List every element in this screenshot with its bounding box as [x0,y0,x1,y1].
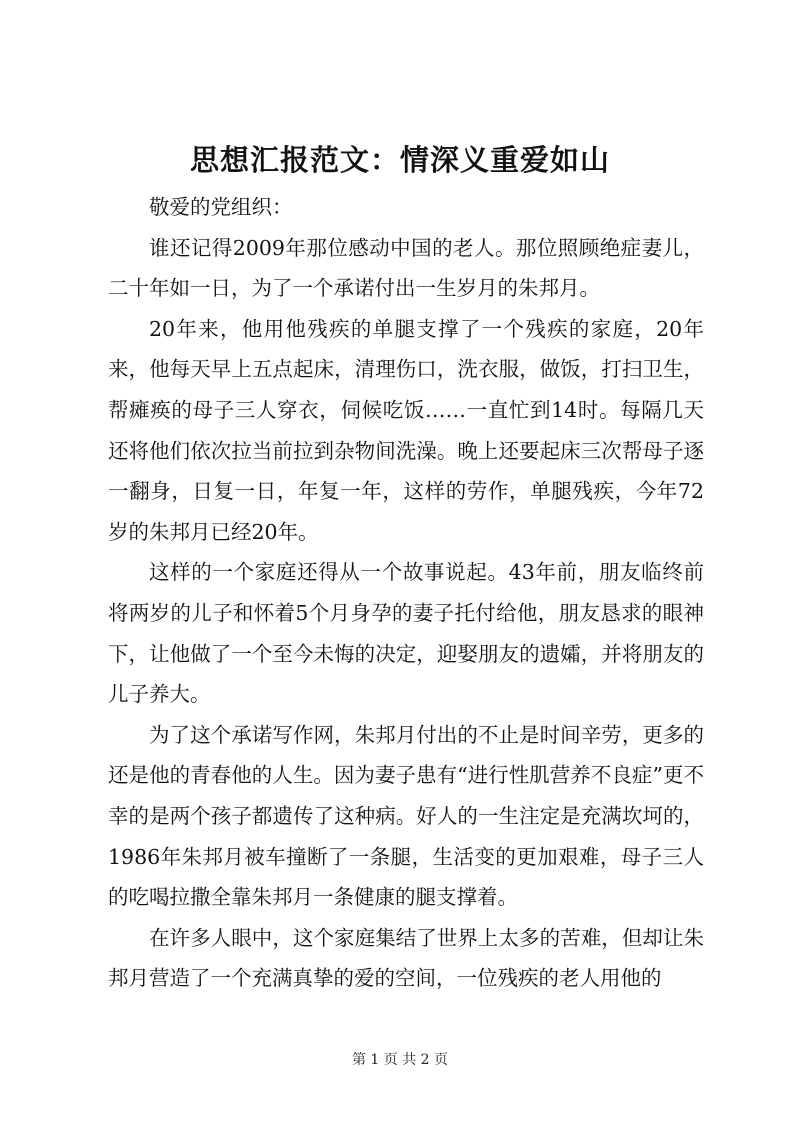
page-number-footer: 第 1 页 共 2 页 [351,1052,449,1068]
paragraph: 20年来，他用他残疾的单腿支撑了一个残疾的家庭，20年来，他每天早上五点起床，清理伤口，洗衣服，做饭，打扫卫生，帮瘫痪的母子三人穿衣，伺候吃饭……一直忙到14时。每隔几天还将他们依次拉当前拉到杂物间洗澡。晚上还要起床三次帮母子逐一翻身，日复一日，年复一年，这样的劳作，单腿残疾，今年72岁的朱邦月已经20年。 [108,316,704,544]
page-title: 思想汇报范文：情深义重爱如山 [189,143,610,177]
paragraph: 为了这个承诺写作网，朱邦月付出的不止是时间辛劳，更多的还是他的青春他的人生。因为妻子患有“进行性肌营养不良症”更不幸的是两个孩子都遗传了这种病。好人的一生注定是充满坎坷的，1986年朱邦月被车撞断了一条腿，生活变的更加艰难，母子三人的吃喝拉撒全靠朱邦月一条健康的腿支撑着。 [108,722,704,910]
paragraph: 这样的一个家庭还得从一个故事说起。43年前，朋友临终前将两岁的儿子和怀着5个月身孕的妻子托付给他，朋友恳求的眼神下，让他做了一个至今未悔的决定，迎娶朋友的遗孀，并将朋友的儿子养大。 [108,560,704,707]
document-body [108,187,704,999]
paragraph: 谁还记得2009年那位感动中国的老人。那位照顾绝症妻儿，二十年如一日，为了一个承诺付出一生岁月的朱邦月。 [108,235,704,301]
salutation: 敬爱的党组织： [149,195,293,219]
paragraph: 在许多人眼中，这个家庭集结了世界上太多的苦难，但却让朱邦月营造了一个充满真挚的爱的空间，一位残疾的老人用他的 [108,925,704,991]
